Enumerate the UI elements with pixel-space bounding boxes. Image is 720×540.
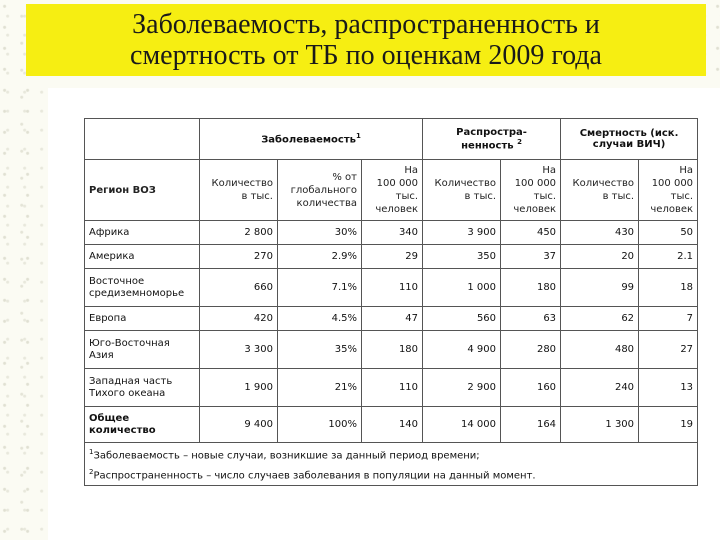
footnote-text: Распространенность – число случаев заболевания в популяции на данный момент. [93, 470, 536, 482]
text-line: количество [89, 424, 156, 436]
text-line: Юго-Восточная [89, 337, 170, 349]
footnote-marker: 1 [89, 447, 94, 456]
value-text: 140 [398, 419, 419, 430]
text-line: Азия [89, 349, 114, 361]
value-text: 420 [253, 313, 273, 324]
value-text: 29 [405, 251, 419, 262]
footnotes-cell [85, 443, 698, 486]
value-cell [200, 369, 278, 407]
subheader-count [561, 160, 639, 221]
text-line: человек [650, 204, 694, 215]
value-cell [362, 407, 423, 443]
value-cell [200, 221, 278, 245]
value-text: 350 [476, 251, 497, 262]
title-line-2: смертность от ТБ по оценкам 2009 года [130, 40, 602, 71]
value-cell [362, 245, 423, 269]
value-text: 7 [686, 313, 694, 324]
title-banner [26, 4, 706, 76]
value-cell [200, 269, 278, 307]
prevalence-label-line-2: ненность [461, 140, 518, 152]
text-line: в тыс. [602, 191, 635, 202]
value-text: 660 [253, 282, 273, 293]
table-row [85, 369, 698, 407]
value-text: 21% [334, 382, 357, 393]
value-text: 450 [536, 227, 557, 238]
mortality-label-line-1: Смертность (иск. [579, 128, 679, 139]
table-row [85, 269, 698, 307]
value-text: 100% [328, 419, 357, 430]
value-text: 110 [398, 382, 419, 393]
value-text: 1 300 [605, 419, 635, 430]
value-text: 14 000 [461, 419, 497, 430]
value-text: 180 [536, 282, 557, 293]
subheader-rate [639, 160, 698, 221]
value-cell [278, 269, 362, 307]
header-empty-cell [85, 119, 200, 160]
value-cell [200, 307, 278, 331]
text-line: 100 000 [376, 178, 419, 189]
value-text: 9 400 [244, 419, 273, 430]
value-cell [639, 245, 698, 269]
value-cell [278, 307, 362, 331]
region-name-cell [85, 331, 200, 369]
value-cell [639, 331, 698, 369]
table-row [85, 331, 698, 369]
value-cell [501, 245, 561, 269]
value-text: 240 [614, 382, 635, 393]
value-text: 270 [253, 251, 273, 262]
header-incidence [200, 119, 423, 160]
value-cell [362, 307, 423, 331]
value-text: 37 [543, 251, 557, 262]
mortality-label-line-2: случаи ВИЧ) [592, 139, 666, 150]
table-row [85, 245, 698, 269]
text-line: Количество [572, 178, 635, 189]
text-line: Общее [89, 412, 130, 424]
value-text: 164 [536, 419, 557, 430]
text-line: тыс. [395, 191, 419, 202]
value-cell [561, 369, 639, 407]
value-cell [639, 369, 698, 407]
footnotes-row [85, 443, 698, 486]
text-line: Африка [89, 226, 130, 238]
value-text: 430 [614, 227, 635, 238]
value-text: 2.1 [677, 251, 694, 262]
text-line: в тыс. [464, 191, 497, 202]
value-text: 110 [398, 282, 419, 293]
value-cell [423, 245, 501, 269]
value-cell [501, 331, 561, 369]
tb-statistics-table [84, 118, 698, 486]
value-cell [501, 307, 561, 331]
text-line: человек [375, 204, 419, 215]
text-line: Западная часть [89, 375, 173, 387]
region-header-label: Регион ВОЗ [89, 184, 156, 196]
table-row [85, 307, 698, 331]
value-text: 47 [405, 313, 419, 324]
value-cell [200, 407, 278, 443]
value-text: 50 [680, 227, 694, 238]
title-line-1: Заболеваемость, распространенность и [132, 9, 600, 40]
text-line: % от [332, 171, 357, 183]
value-text: 4 900 [467, 344, 497, 355]
text-line: Европа [89, 312, 127, 324]
region-name-cell [85, 407, 200, 443]
value-cell [561, 221, 639, 245]
value-cell [561, 331, 639, 369]
value-cell [278, 245, 362, 269]
region-name-cell [85, 221, 200, 245]
table-body [85, 119, 698, 486]
table-row-total [85, 407, 698, 443]
value-text: 4.5% [331, 313, 357, 324]
value-text: 160 [536, 382, 557, 393]
value-text: 1 000 [467, 282, 497, 293]
value-cell [423, 221, 501, 245]
slide-title [130, 9, 602, 71]
value-text: 340 [398, 227, 419, 238]
value-cell [278, 407, 362, 443]
region-name-cell [85, 307, 200, 331]
value-text: 560 [476, 313, 497, 324]
value-cell [362, 269, 423, 307]
footnote-marker: 2 [517, 137, 522, 146]
region-name-cell [85, 369, 200, 407]
value-text: 480 [614, 344, 635, 355]
text-line: глобального [290, 184, 357, 196]
text-line: в тыс. [241, 191, 273, 202]
footnote-marker: 1 [355, 132, 361, 141]
value-cell [501, 369, 561, 407]
value-cell [561, 245, 639, 269]
value-cell [501, 407, 561, 443]
header-prevalence [423, 119, 561, 160]
value-text: 27 [680, 344, 694, 355]
value-text: 2 800 [244, 227, 273, 238]
value-cell [423, 269, 501, 307]
value-cell [362, 331, 423, 369]
value-cell [501, 221, 561, 245]
value-cell [278, 331, 362, 369]
text-line: На [542, 165, 557, 176]
text-line: Восточное [89, 275, 145, 287]
footnote-text: Заболеваемость – новые случаи, возникшие за данный период времени; [93, 450, 480, 461]
subheader-count [423, 160, 501, 221]
text-line: тыс. [533, 191, 557, 202]
prevalence-label-line-1: Распростра- [456, 126, 527, 138]
subheader-pct [278, 160, 362, 221]
value-text: 35% [334, 344, 357, 355]
text-line: Количество [434, 178, 497, 189]
value-cell [639, 407, 698, 443]
header-row-groups [85, 119, 698, 160]
value-cell [423, 369, 501, 407]
value-text: 3 300 [244, 344, 273, 355]
text-line: На [679, 165, 694, 176]
value-text: 18 [680, 282, 694, 293]
value-text: 30% [334, 227, 357, 238]
value-text: 99 [621, 282, 635, 293]
value-cell [423, 407, 501, 443]
region-name-cell [85, 269, 200, 307]
value-cell [639, 307, 698, 331]
text-line: человек [513, 204, 557, 215]
value-text: 20 [621, 251, 635, 262]
text-line: тыс. [670, 191, 694, 202]
region-name-cell [85, 245, 200, 269]
value-cell [278, 221, 362, 245]
subheader-count [200, 160, 278, 221]
value-cell [561, 269, 639, 307]
value-text: 13 [680, 382, 694, 393]
value-cell [639, 221, 698, 245]
value-text: 180 [398, 344, 419, 355]
text-line: Америка [89, 250, 135, 262]
value-text: 7.1% [331, 282, 357, 293]
value-text: 62 [621, 313, 635, 324]
value-cell [561, 307, 639, 331]
value-text: 1 900 [244, 382, 273, 393]
table-row [85, 221, 698, 245]
value-cell [423, 331, 501, 369]
value-cell [362, 221, 423, 245]
value-text: 280 [536, 344, 557, 355]
text-line: 100 000 [514, 178, 557, 189]
text-line: Тихого океана [89, 387, 166, 399]
footnote-marker: 2 [89, 468, 94, 476]
subheader-rate [362, 160, 423, 221]
text-line: 100 000 [651, 178, 694, 189]
header-mortality [561, 119, 698, 160]
value-text: 2 900 [467, 382, 497, 393]
value-text: 63 [543, 313, 557, 324]
value-cell [200, 245, 278, 269]
text-line: количества [296, 197, 357, 209]
value-cell [639, 269, 698, 307]
incidence-label: Заболеваемость [261, 134, 356, 146]
value-cell [423, 307, 501, 331]
value-text: 3 900 [467, 227, 497, 238]
header-region [85, 160, 200, 221]
value-cell [278, 369, 362, 407]
value-text: 19 [680, 419, 694, 430]
text-line: Количество [211, 178, 273, 189]
value-cell [501, 269, 561, 307]
header-row-subheaders [85, 160, 698, 221]
value-cell [362, 369, 423, 407]
subheader-rate [501, 160, 561, 221]
value-cell [200, 331, 278, 369]
text-line: средиземноморье [89, 287, 185, 299]
value-text: 2.9% [331, 251, 357, 262]
value-cell [561, 407, 639, 443]
text-line: На [404, 165, 419, 176]
